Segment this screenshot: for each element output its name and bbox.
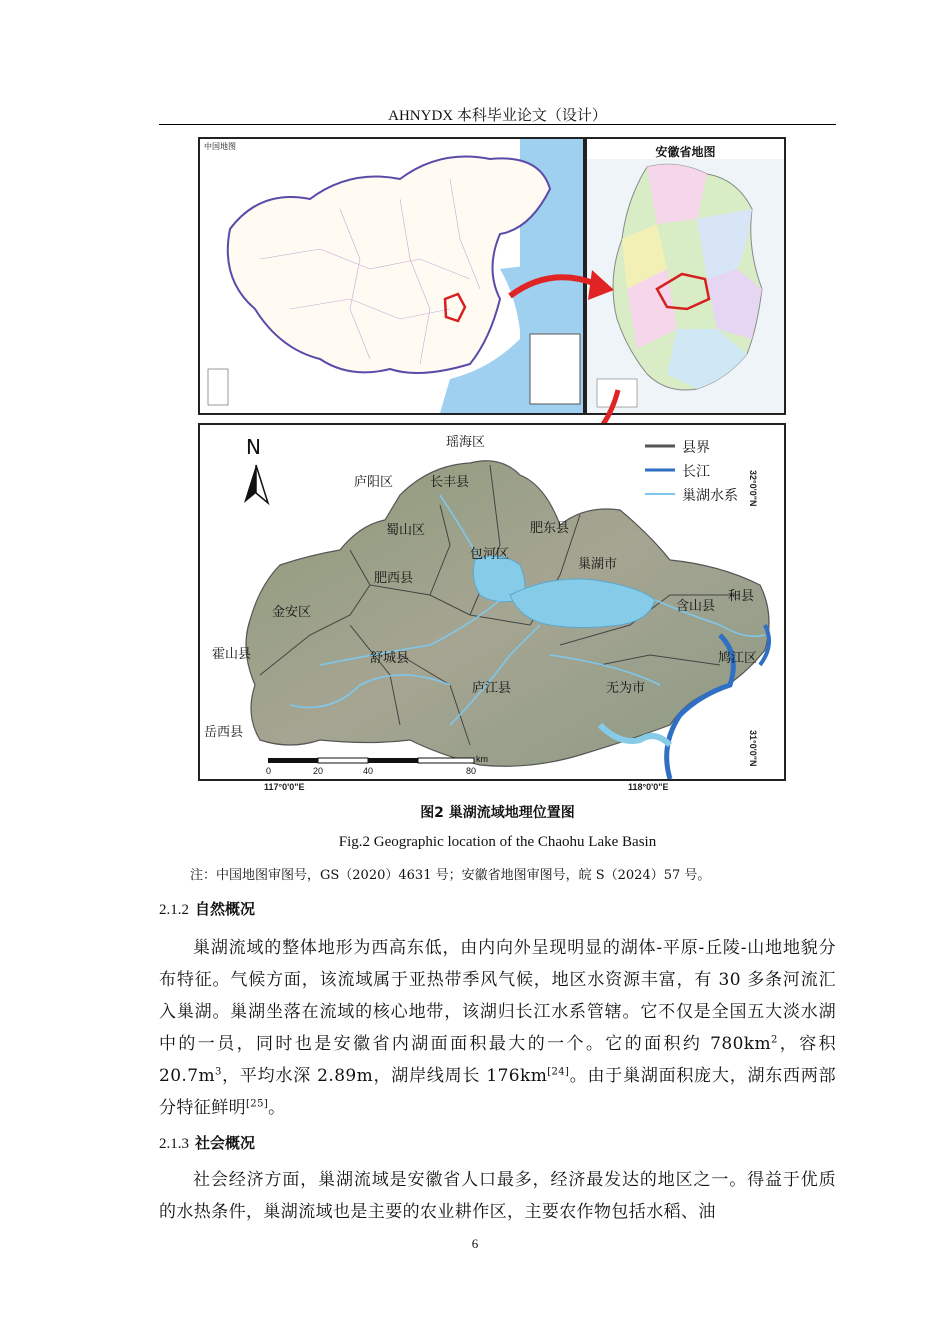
legend-label-chaohu: 巢湖水系: [682, 488, 738, 504]
district-label: 岳西县: [204, 725, 244, 740]
north-label: N: [246, 435, 261, 459]
body-paragraph: [159, 932, 836, 1124]
latitude-label: 32°0'0"N: [748, 470, 758, 507]
longitude-label: 117°0'0"E: [264, 782, 305, 792]
basin-map-panel: [198, 423, 786, 781]
section-heading: [159, 1132, 255, 1153]
header-rule: [159, 124, 836, 125]
latitude-label: 31°0'0"N: [748, 730, 758, 767]
citation-ref: [24]: [547, 1066, 570, 1078]
text-run: 。由于巢湖面积庞大，湖东西两部分特征鲜明: [159, 1066, 836, 1118]
district-label: 包河区: [470, 547, 510, 562]
section-number: 2.1.2: [159, 902, 189, 918]
district-label: 无为市: [606, 681, 646, 696]
scale-tick: 20: [313, 766, 324, 776]
section-number: 2.1.3: [159, 1136, 189, 1152]
running-header: AHNYDX 本科毕业论文（设计）: [388, 108, 607, 124]
section-title: 社会概况: [195, 1134, 256, 1152]
scale-unit: km: [476, 754, 488, 764]
section-title: 自然概况: [195, 900, 256, 918]
legend-label-yangtze: 长江: [682, 464, 710, 480]
district-label: 含山县: [676, 599, 716, 614]
figure-caption-cn: 图2 巢湖流域地理位置图: [420, 805, 575, 821]
scale-tick: 40: [363, 766, 374, 776]
district-label: 长丰县: [430, 475, 470, 490]
text-run: ，容积 20.7m: [159, 1034, 836, 1086]
superscript: 3: [214, 1066, 222, 1078]
district-label: 庐江县: [472, 681, 512, 696]
district-label: 巢湖市: [578, 557, 618, 572]
superscript: 2: [771, 1034, 778, 1046]
scale-bar: [268, 758, 474, 763]
district-label: 霍山县: [212, 647, 252, 662]
page-number: 6: [471, 1236, 479, 1251]
body-paragraph: 社会经济方面，巢湖流域是安徽省人口最多，经济最发达的地区之一。得益于优质的水热条件，巢湖流域也是主要的农业耕作区，主要农作物包括水稻、油: [159, 1170, 836, 1222]
district-label: 蜀山区: [386, 523, 426, 538]
district-label: 肥东县: [530, 521, 570, 536]
scale-tick: 0: [266, 766, 272, 776]
district-label: 瑶海区: [446, 435, 486, 450]
district-label: 鸠江区: [718, 651, 758, 666]
longitude-label: 118°0'0"E: [628, 782, 669, 792]
text-run: 。: [268, 1098, 286, 1118]
district-label: 肥西县: [374, 571, 414, 586]
text-run: 巢湖流域的整体地形为西高东低，由内向外呈现明显的湖体-平原-丘陵-山地地貌分布特征。气候方面，该流域属于亚热带季风气候，地区水资源丰富，有 30 多条河流汇入巢湖。巢湖坐落在流域的核心地带，该湖归长江水系管辖。它不仅是全国五大淡水湖中的一员，同时也是安徽省内湖面面积最大的一个。它的面积约 780km: [159, 938, 836, 1054]
citation-ref: [25]: [246, 1098, 269, 1110]
district-label: 金安区: [272, 605, 312, 620]
district-label: 舒城县: [370, 651, 410, 666]
china-map-title: 中国地图: [204, 142, 236, 151]
figure-caption-en: Fig.2 Geographic location of the Chaohu Lake Basin: [338, 834, 657, 850]
text-run: ，平均水深 2.89m，湖岸线周长 176km: [221, 1066, 548, 1086]
figure-note: 注：中国地图审图号，GS（2020）4631 号；安徽省地图审图号，皖 S（2024）57 号。: [190, 868, 711, 883]
section-heading: [159, 898, 255, 919]
arrow-head-right: [588, 270, 614, 300]
legend-label-county: 县界: [682, 440, 710, 456]
anhui-map-title: 安徽省地图: [655, 145, 716, 159]
district-label: 和县: [728, 589, 755, 604]
scale-tick: 80: [466, 766, 477, 776]
district-label: 庐阳区: [354, 475, 394, 490]
